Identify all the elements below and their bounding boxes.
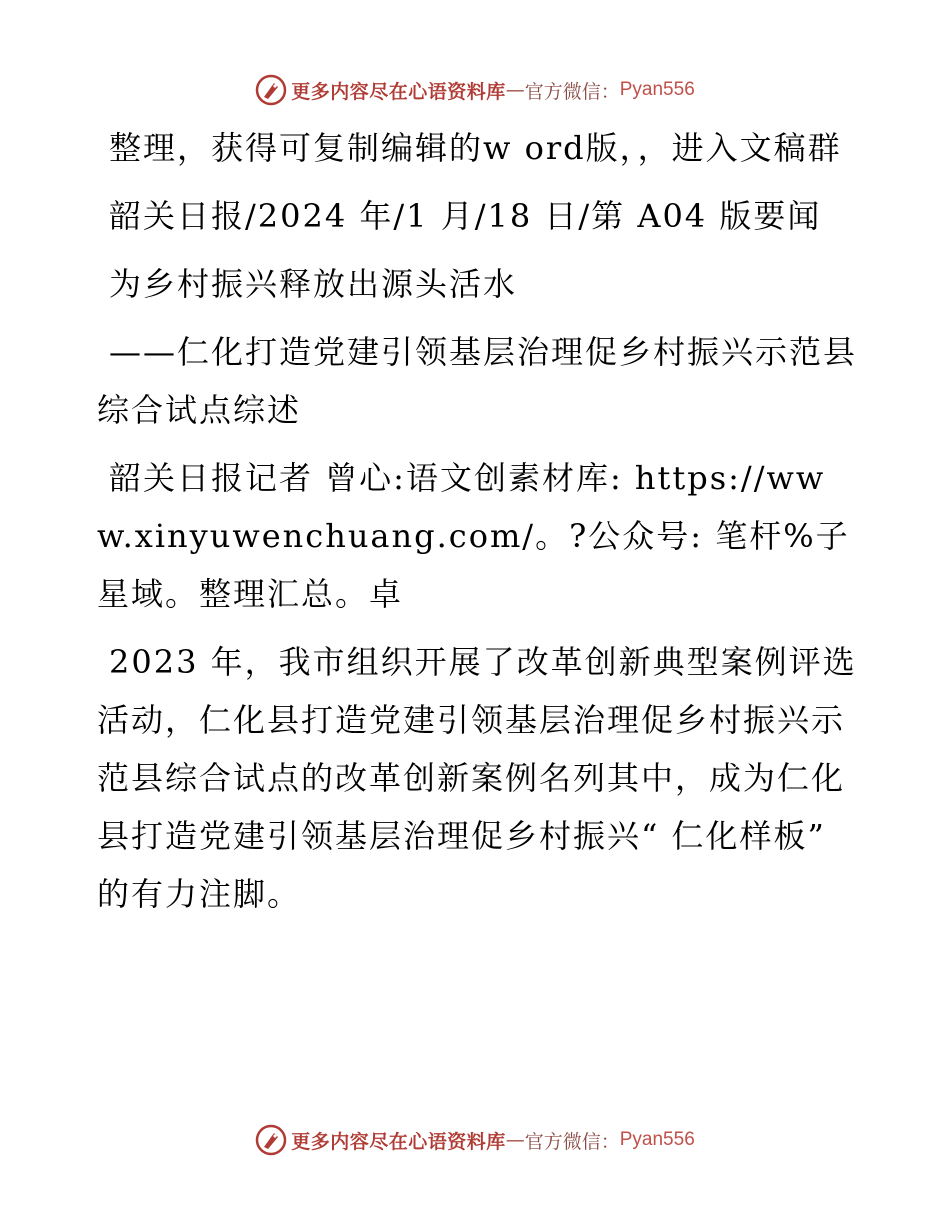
header-banner — [0, 72, 950, 108]
banner-wechat-label: 官方微信： — [524, 80, 620, 103]
paragraph-byline: 韶关日报记者 曾心:语文创素材库: https://www.xinyuwenchuang.com/。?公众号: 笔杆%子星域。整理汇总。卓 — [97, 459, 850, 613]
article-title: 为乡村振兴释放出源头活水 — [109, 265, 518, 303]
banner-text: 更多内容尽在心语资料库 — [291, 1130, 506, 1153]
paragraph-intro: 整理，获得可复制编辑的w ord版，，进入文稿群 — [109, 129, 842, 167]
banner-wechat-id: Pyan556 — [619, 1129, 695, 1150]
banner-dash: — — [505, 79, 525, 101]
banner-wechat-id: Pyan556 — [619, 79, 695, 100]
paragraph-body: 2023 年，我市组织开展了改革创新典型案例评选活动，仁化县打造党建引领基层治理促乡村振兴示范县综合试点的改革创新案例名列其中，成为仁化县打造党建引领基层治理促乡村振兴“ 仁化样板” 的有力注脚。 — [97, 643, 857, 913]
banner-dash: — — [505, 1129, 525, 1151]
article-subtitle: ——仁化打造党建引领基层治理促乡村振兴示范县综合试点综述 — [97, 333, 858, 429]
banner-text: 更多内容尽在心语资料库 — [291, 80, 506, 103]
pen-nib-logo-icon — [255, 1124, 287, 1156]
pen-nib-logo-icon — [255, 74, 287, 106]
paragraph-source: 韶关日报/2024 年/1 月/18 日/第 A04 版要闻 — [109, 197, 822, 235]
banner-wechat-label: 官方微信： — [524, 1130, 620, 1153]
footer-banner — [0, 1122, 950, 1158]
document-body — [97, 119, 857, 933]
